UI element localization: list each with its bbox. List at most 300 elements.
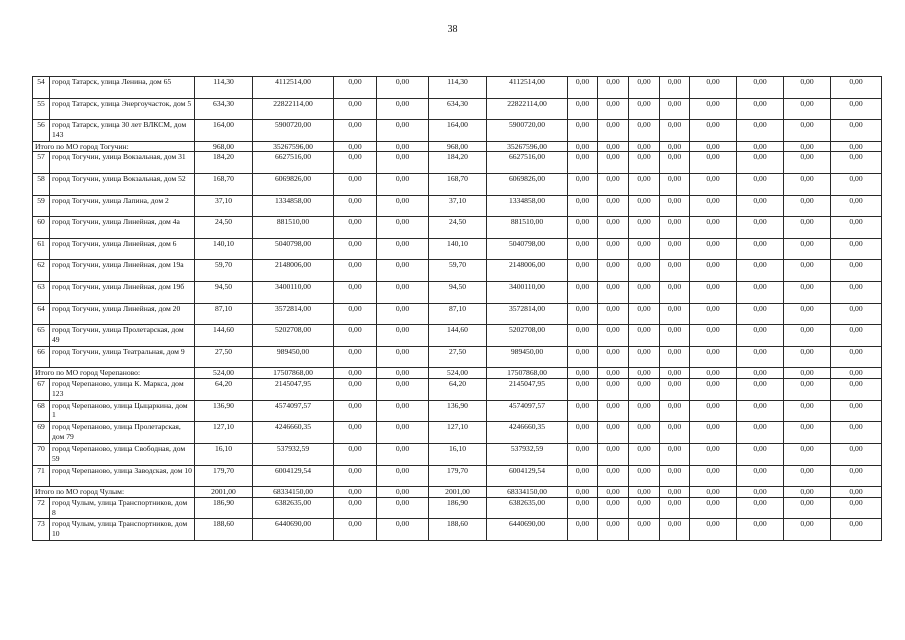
row-number: 55 (33, 98, 50, 120)
row-number: 69 (33, 422, 50, 444)
row-value: 0,00 (737, 346, 784, 368)
row-value: 0,00 (598, 465, 629, 487)
row-value: 0,00 (737, 195, 784, 217)
subtotal-value: 35267596,00 (487, 141, 568, 152)
row-value: 0,00 (568, 519, 598, 541)
row-value: 0,00 (629, 238, 660, 260)
row-value: 0,00 (690, 465, 737, 487)
row-value: 0,00 (334, 400, 377, 422)
row-value: 0,00 (598, 260, 629, 282)
row-value: 59,70 (429, 260, 487, 282)
row-value: 0,00 (690, 379, 737, 401)
row-value: 0,00 (784, 77, 831, 99)
row-value: 64,20 (429, 379, 487, 401)
row-value: 64,20 (195, 379, 253, 401)
row-value: 127,10 (429, 422, 487, 444)
row-value: 0,00 (598, 238, 629, 260)
row-value: 0,00 (568, 465, 598, 487)
row-value: 0,00 (784, 120, 831, 142)
row-value: 0,00 (568, 282, 598, 304)
table-row (33, 152, 882, 174)
row-value: 94,50 (429, 282, 487, 304)
row-number: 68 (33, 400, 50, 422)
row-value: 0,00 (598, 120, 629, 142)
row-value: 0,00 (831, 465, 882, 487)
row-value: 0,00 (660, 422, 690, 444)
subtotal-value: 0,00 (377, 141, 429, 152)
row-value: 6627516,00 (253, 152, 334, 174)
row-value: 0,00 (831, 174, 882, 196)
row-value: 0,00 (660, 282, 690, 304)
row-value: 5040798,00 (487, 238, 568, 260)
subtotal-value: 0,00 (831, 368, 882, 379)
row-value: 0,00 (598, 497, 629, 519)
row-number: 70 (33, 443, 50, 465)
row-value: 2148006,00 (253, 260, 334, 282)
table-row (33, 400, 882, 422)
row-value: 0,00 (831, 303, 882, 325)
row-value: 0,00 (690, 346, 737, 368)
row-value: 164,00 (195, 120, 253, 142)
row-address: город Тогучин, улица Линейная, дом 4а (50, 217, 195, 239)
row-value: 2145047,95 (253, 379, 334, 401)
row-value: 0,00 (629, 465, 660, 487)
row-value: 0,00 (629, 174, 660, 196)
row-value: 6004129,54 (253, 465, 334, 487)
table-row (33, 77, 882, 99)
row-value: 0,00 (568, 422, 598, 444)
row-value: 0,00 (377, 422, 429, 444)
subtotal-value: 0,00 (568, 368, 598, 379)
row-value: 0,00 (660, 217, 690, 239)
row-value: 186,90 (429, 497, 487, 519)
row-value: 0,00 (629, 195, 660, 217)
subtotal-value: 0,00 (598, 368, 629, 379)
row-value: 0,00 (784, 325, 831, 347)
row-value: 0,00 (737, 174, 784, 196)
row-value: 0,00 (568, 98, 598, 120)
row-value: 0,00 (568, 238, 598, 260)
row-value: 0,00 (784, 98, 831, 120)
row-value: 0,00 (568, 77, 598, 99)
row-value: 0,00 (660, 346, 690, 368)
row-value: 87,10 (195, 303, 253, 325)
row-value: 0,00 (831, 325, 882, 347)
row-address: город Тогучин, улица Театральная, дом 9 (50, 346, 195, 368)
row-value: 4246660,35 (487, 422, 568, 444)
subtotal-value: 0,00 (784, 141, 831, 152)
row-value: 0,00 (690, 174, 737, 196)
row-address: город Татарск, улица 30 лет ВЛКСМ, дом 143 (50, 120, 195, 142)
table-row (33, 379, 882, 401)
row-number: 57 (33, 152, 50, 174)
row-value: 0,00 (831, 497, 882, 519)
row-value: 0,00 (377, 497, 429, 519)
row-value: 59,70 (195, 260, 253, 282)
row-value: 0,00 (598, 400, 629, 422)
table-row (33, 120, 882, 142)
table-row (33, 195, 882, 217)
row-value: 0,00 (334, 282, 377, 304)
row-value: 0,00 (784, 443, 831, 465)
row-value: 114,30 (429, 77, 487, 99)
row-value: 27,50 (195, 346, 253, 368)
row-value: 144,60 (429, 325, 487, 347)
row-value: 0,00 (660, 465, 690, 487)
row-value: 0,00 (598, 346, 629, 368)
row-value: 0,00 (784, 519, 831, 541)
row-address: город Чулым, улица Транспортников, дом 8 (50, 497, 195, 519)
row-value: 0,00 (737, 325, 784, 347)
subtotal-value: 0,00 (334, 141, 377, 152)
row-value: 1334858,00 (253, 195, 334, 217)
row-value: 537932,59 (253, 443, 334, 465)
row-value: 0,00 (784, 217, 831, 239)
row-value: 6627516,00 (487, 152, 568, 174)
subtotal-value: 0,00 (660, 368, 690, 379)
row-value: 168,70 (195, 174, 253, 196)
table-row (33, 346, 882, 368)
row-value: 0,00 (598, 195, 629, 217)
row-value: 0,00 (629, 282, 660, 304)
row-value: 0,00 (737, 260, 784, 282)
row-value: 0,00 (831, 152, 882, 174)
row-value: 0,00 (629, 260, 660, 282)
row-value: 0,00 (660, 152, 690, 174)
row-value: 0,00 (377, 379, 429, 401)
row-value: 5202708,00 (253, 325, 334, 347)
row-value: 0,00 (334, 238, 377, 260)
row-value: 0,00 (377, 346, 429, 368)
row-value: 0,00 (690, 303, 737, 325)
row-value: 0,00 (629, 303, 660, 325)
subtotal-value: 0,00 (629, 487, 660, 498)
row-value: 0,00 (737, 422, 784, 444)
row-value: 4574097,57 (487, 400, 568, 422)
subtotal-value: 0,00 (737, 368, 784, 379)
subtotal-value: 0,00 (660, 141, 690, 152)
row-value: 0,00 (660, 238, 690, 260)
row-value: 127,10 (195, 422, 253, 444)
row-value: 5900720,00 (253, 120, 334, 142)
row-value: 0,00 (598, 325, 629, 347)
row-value: 0,00 (660, 260, 690, 282)
row-value: 0,00 (660, 98, 690, 120)
row-value: 0,00 (377, 238, 429, 260)
row-address: город Чулым, улица Транспортников, дом 10 (50, 519, 195, 541)
row-value: 0,00 (334, 519, 377, 541)
row-value: 0,00 (334, 174, 377, 196)
row-value: 37,10 (195, 195, 253, 217)
row-value: 3572814,00 (253, 303, 334, 325)
row-value: 0,00 (334, 325, 377, 347)
subtotal-value: 0,00 (690, 487, 737, 498)
row-value: 94,50 (195, 282, 253, 304)
row-value: 0,00 (377, 400, 429, 422)
row-address: город Татарск, улица Ленина, дом 65 (50, 77, 195, 99)
subtotal-value: 17507868,00 (253, 368, 334, 379)
row-value: 0,00 (690, 238, 737, 260)
subtotal-value: 0,00 (629, 141, 660, 152)
row-value: 5900720,00 (487, 120, 568, 142)
row-value: 0,00 (831, 282, 882, 304)
row-number: 73 (33, 519, 50, 541)
table-row (33, 217, 882, 239)
subtotal-value: 0,00 (737, 141, 784, 152)
row-value: 0,00 (377, 152, 429, 174)
row-address: город Тогучин, улица Вокзальная, дом 31 (50, 152, 195, 174)
row-value: 0,00 (831, 379, 882, 401)
subtotal-value: 0,00 (629, 368, 660, 379)
row-value: 0,00 (690, 519, 737, 541)
subtotal-value: 968,00 (429, 141, 487, 152)
table-row (33, 443, 882, 465)
row-value: 188,60 (429, 519, 487, 541)
row-value: 27,50 (429, 346, 487, 368)
subtotal-value: 0,00 (598, 487, 629, 498)
row-value: 0,00 (737, 497, 784, 519)
row-value: 0,00 (598, 443, 629, 465)
subtotal-value: 0,00 (831, 141, 882, 152)
row-value: 0,00 (784, 422, 831, 444)
row-value: 0,00 (598, 152, 629, 174)
table-row (33, 325, 882, 347)
table-row (33, 174, 882, 196)
table-row (33, 519, 882, 541)
row-value: 0,00 (334, 443, 377, 465)
subtotal-value: 0,00 (334, 487, 377, 498)
table-body (33, 77, 882, 541)
row-address: город Тогучин, улица Линейная, дом 19б (50, 282, 195, 304)
row-value: 0,00 (598, 422, 629, 444)
row-address: город Тогучин, улица Лапина, дом 2 (50, 195, 195, 217)
row-value: 0,00 (660, 195, 690, 217)
row-value: 0,00 (784, 497, 831, 519)
subtotal-value: 68334150,00 (487, 487, 568, 498)
row-value: 0,00 (334, 195, 377, 217)
row-value: 16,10 (195, 443, 253, 465)
row-value: 0,00 (598, 303, 629, 325)
row-value: 22822114,00 (253, 98, 334, 120)
row-value: 0,00 (737, 282, 784, 304)
row-value: 87,10 (429, 303, 487, 325)
subtotal-row (33, 487, 882, 498)
row-value: 140,10 (429, 238, 487, 260)
row-value: 0,00 (690, 195, 737, 217)
row-value: 0,00 (377, 519, 429, 541)
subtotal-value: 968,00 (195, 141, 253, 152)
row-value: 0,00 (690, 217, 737, 239)
subtotal-value: 0,00 (831, 487, 882, 498)
subtotal-value: 0,00 (690, 141, 737, 152)
row-value: 0,00 (831, 443, 882, 465)
row-value: 6382635,00 (487, 497, 568, 519)
subtotal-value: 0,00 (598, 141, 629, 152)
subtotal-value: 68334150,00 (253, 487, 334, 498)
row-value: 0,00 (377, 98, 429, 120)
row-value: 2145047,95 (487, 379, 568, 401)
row-value: 0,00 (377, 260, 429, 282)
row-address: город Тогучин, улица Вокзальная, дом 52 (50, 174, 195, 196)
row-value: 164,00 (429, 120, 487, 142)
row-value: 0,00 (568, 195, 598, 217)
row-value: 0,00 (377, 77, 429, 99)
row-value: 0,00 (629, 443, 660, 465)
row-number: 60 (33, 217, 50, 239)
subtotal-value: 0,00 (334, 368, 377, 379)
row-value: 0,00 (377, 217, 429, 239)
row-value: 0,00 (377, 303, 429, 325)
row-value: 0,00 (737, 120, 784, 142)
row-value: 0,00 (334, 217, 377, 239)
table-row (33, 497, 882, 519)
row-number: 72 (33, 497, 50, 519)
subtotal-value: 0,00 (690, 368, 737, 379)
row-value: 136,90 (195, 400, 253, 422)
table-row (33, 238, 882, 260)
subtotal-label: Итого по МО город Чулым: (33, 487, 195, 498)
row-value: 0,00 (377, 174, 429, 196)
row-value: 0,00 (334, 303, 377, 325)
row-value: 0,00 (568, 346, 598, 368)
row-value: 0,00 (598, 379, 629, 401)
row-value: 0,00 (629, 519, 660, 541)
row-value: 0,00 (690, 120, 737, 142)
row-value: 6440690,00 (487, 519, 568, 541)
row-value: 0,00 (784, 174, 831, 196)
row-value: 0,00 (831, 238, 882, 260)
row-value: 0,00 (737, 303, 784, 325)
row-value: 0,00 (629, 422, 660, 444)
subtotal-value: 0,00 (377, 487, 429, 498)
subtotal-row (33, 368, 882, 379)
subtotal-value: 524,00 (195, 368, 253, 379)
row-number: 65 (33, 325, 50, 347)
subtotal-value: 2001,00 (195, 487, 253, 498)
row-value: 0,00 (660, 303, 690, 325)
row-value: 0,00 (377, 120, 429, 142)
page-number: 38 (447, 24, 458, 35)
row-value: 0,00 (568, 303, 598, 325)
subtotal-label: Итого по МО город Тогучин: (33, 141, 195, 152)
row-value: 0,00 (598, 98, 629, 120)
row-value: 0,00 (831, 120, 882, 142)
row-value: 0,00 (660, 120, 690, 142)
row-value: 0,00 (690, 152, 737, 174)
row-value: 0,00 (784, 379, 831, 401)
row-value: 0,00 (831, 217, 882, 239)
table-row (33, 260, 882, 282)
row-value: 179,70 (429, 465, 487, 487)
row-value: 0,00 (629, 217, 660, 239)
row-number: 71 (33, 465, 50, 487)
row-value: 179,70 (195, 465, 253, 487)
row-address: город Тогучин, улица Линейная, дом 6 (50, 238, 195, 260)
subtotal-value: 0,00 (784, 487, 831, 498)
row-number: 54 (33, 77, 50, 99)
row-value: 0,00 (568, 497, 598, 519)
row-value: 0,00 (629, 152, 660, 174)
row-value: 0,00 (784, 238, 831, 260)
row-value: 16,10 (429, 443, 487, 465)
row-value: 0,00 (660, 443, 690, 465)
row-value: 186,90 (195, 497, 253, 519)
row-value: 0,00 (598, 77, 629, 99)
row-value: 0,00 (334, 497, 377, 519)
row-value: 0,00 (629, 497, 660, 519)
row-value: 634,30 (429, 98, 487, 120)
row-value: 0,00 (737, 238, 784, 260)
row-value: 634,30 (195, 98, 253, 120)
row-address: город Тогучин, улица Пролетарская, дом 49 (50, 325, 195, 347)
row-value: 0,00 (737, 465, 784, 487)
row-value: 0,00 (831, 77, 882, 99)
row-value: 0,00 (598, 174, 629, 196)
row-value: 0,00 (568, 260, 598, 282)
row-value: 0,00 (629, 98, 660, 120)
row-value: 0,00 (737, 379, 784, 401)
row-value: 114,30 (195, 77, 253, 99)
subtotal-value: 0,00 (784, 368, 831, 379)
row-value: 0,00 (690, 260, 737, 282)
row-value: 0,00 (660, 77, 690, 99)
row-value: 4112514,00 (253, 77, 334, 99)
row-value: 0,00 (660, 379, 690, 401)
row-value: 0,00 (831, 195, 882, 217)
row-value: 168,70 (429, 174, 487, 196)
row-value: 0,00 (690, 497, 737, 519)
subtotal-value: 0,00 (377, 368, 429, 379)
row-value: 140,10 (195, 238, 253, 260)
row-value: 0,00 (690, 422, 737, 444)
row-value: 0,00 (334, 152, 377, 174)
row-value: 0,00 (629, 120, 660, 142)
subtotal-value: 0,00 (568, 141, 598, 152)
row-value: 144,60 (195, 325, 253, 347)
row-value: 0,00 (737, 519, 784, 541)
row-value: 3572814,00 (487, 303, 568, 325)
row-number: 59 (33, 195, 50, 217)
row-value: 0,00 (784, 346, 831, 368)
housing-register-table (32, 76, 882, 541)
row-value: 0,00 (660, 400, 690, 422)
row-address: город Черепаново, улица Пролетарская, дом 79 (50, 422, 195, 444)
row-value: 0,00 (690, 77, 737, 99)
row-value: 0,00 (784, 303, 831, 325)
row-value: 2148006,00 (487, 260, 568, 282)
table-row (33, 422, 882, 444)
row-value: 184,20 (195, 152, 253, 174)
subtotal-value: 0,00 (737, 487, 784, 498)
row-value: 0,00 (784, 152, 831, 174)
row-value: 0,00 (568, 400, 598, 422)
row-number: 61 (33, 238, 50, 260)
row-value: 0,00 (377, 443, 429, 465)
row-value: 0,00 (629, 325, 660, 347)
subtotal-value: 0,00 (568, 487, 598, 498)
row-value: 0,00 (690, 282, 737, 304)
row-value: 0,00 (568, 325, 598, 347)
row-value: 5040798,00 (253, 238, 334, 260)
row-value: 0,00 (690, 98, 737, 120)
row-value: 0,00 (737, 217, 784, 239)
row-address: город Черепаново, улица Свободная, дом 59 (50, 443, 195, 465)
row-value: 188,60 (195, 519, 253, 541)
row-value: 6440690,00 (253, 519, 334, 541)
row-value: 0,00 (831, 519, 882, 541)
row-address: город Тогучин, улица Линейная, дом 19а (50, 260, 195, 282)
row-value: 0,00 (568, 174, 598, 196)
